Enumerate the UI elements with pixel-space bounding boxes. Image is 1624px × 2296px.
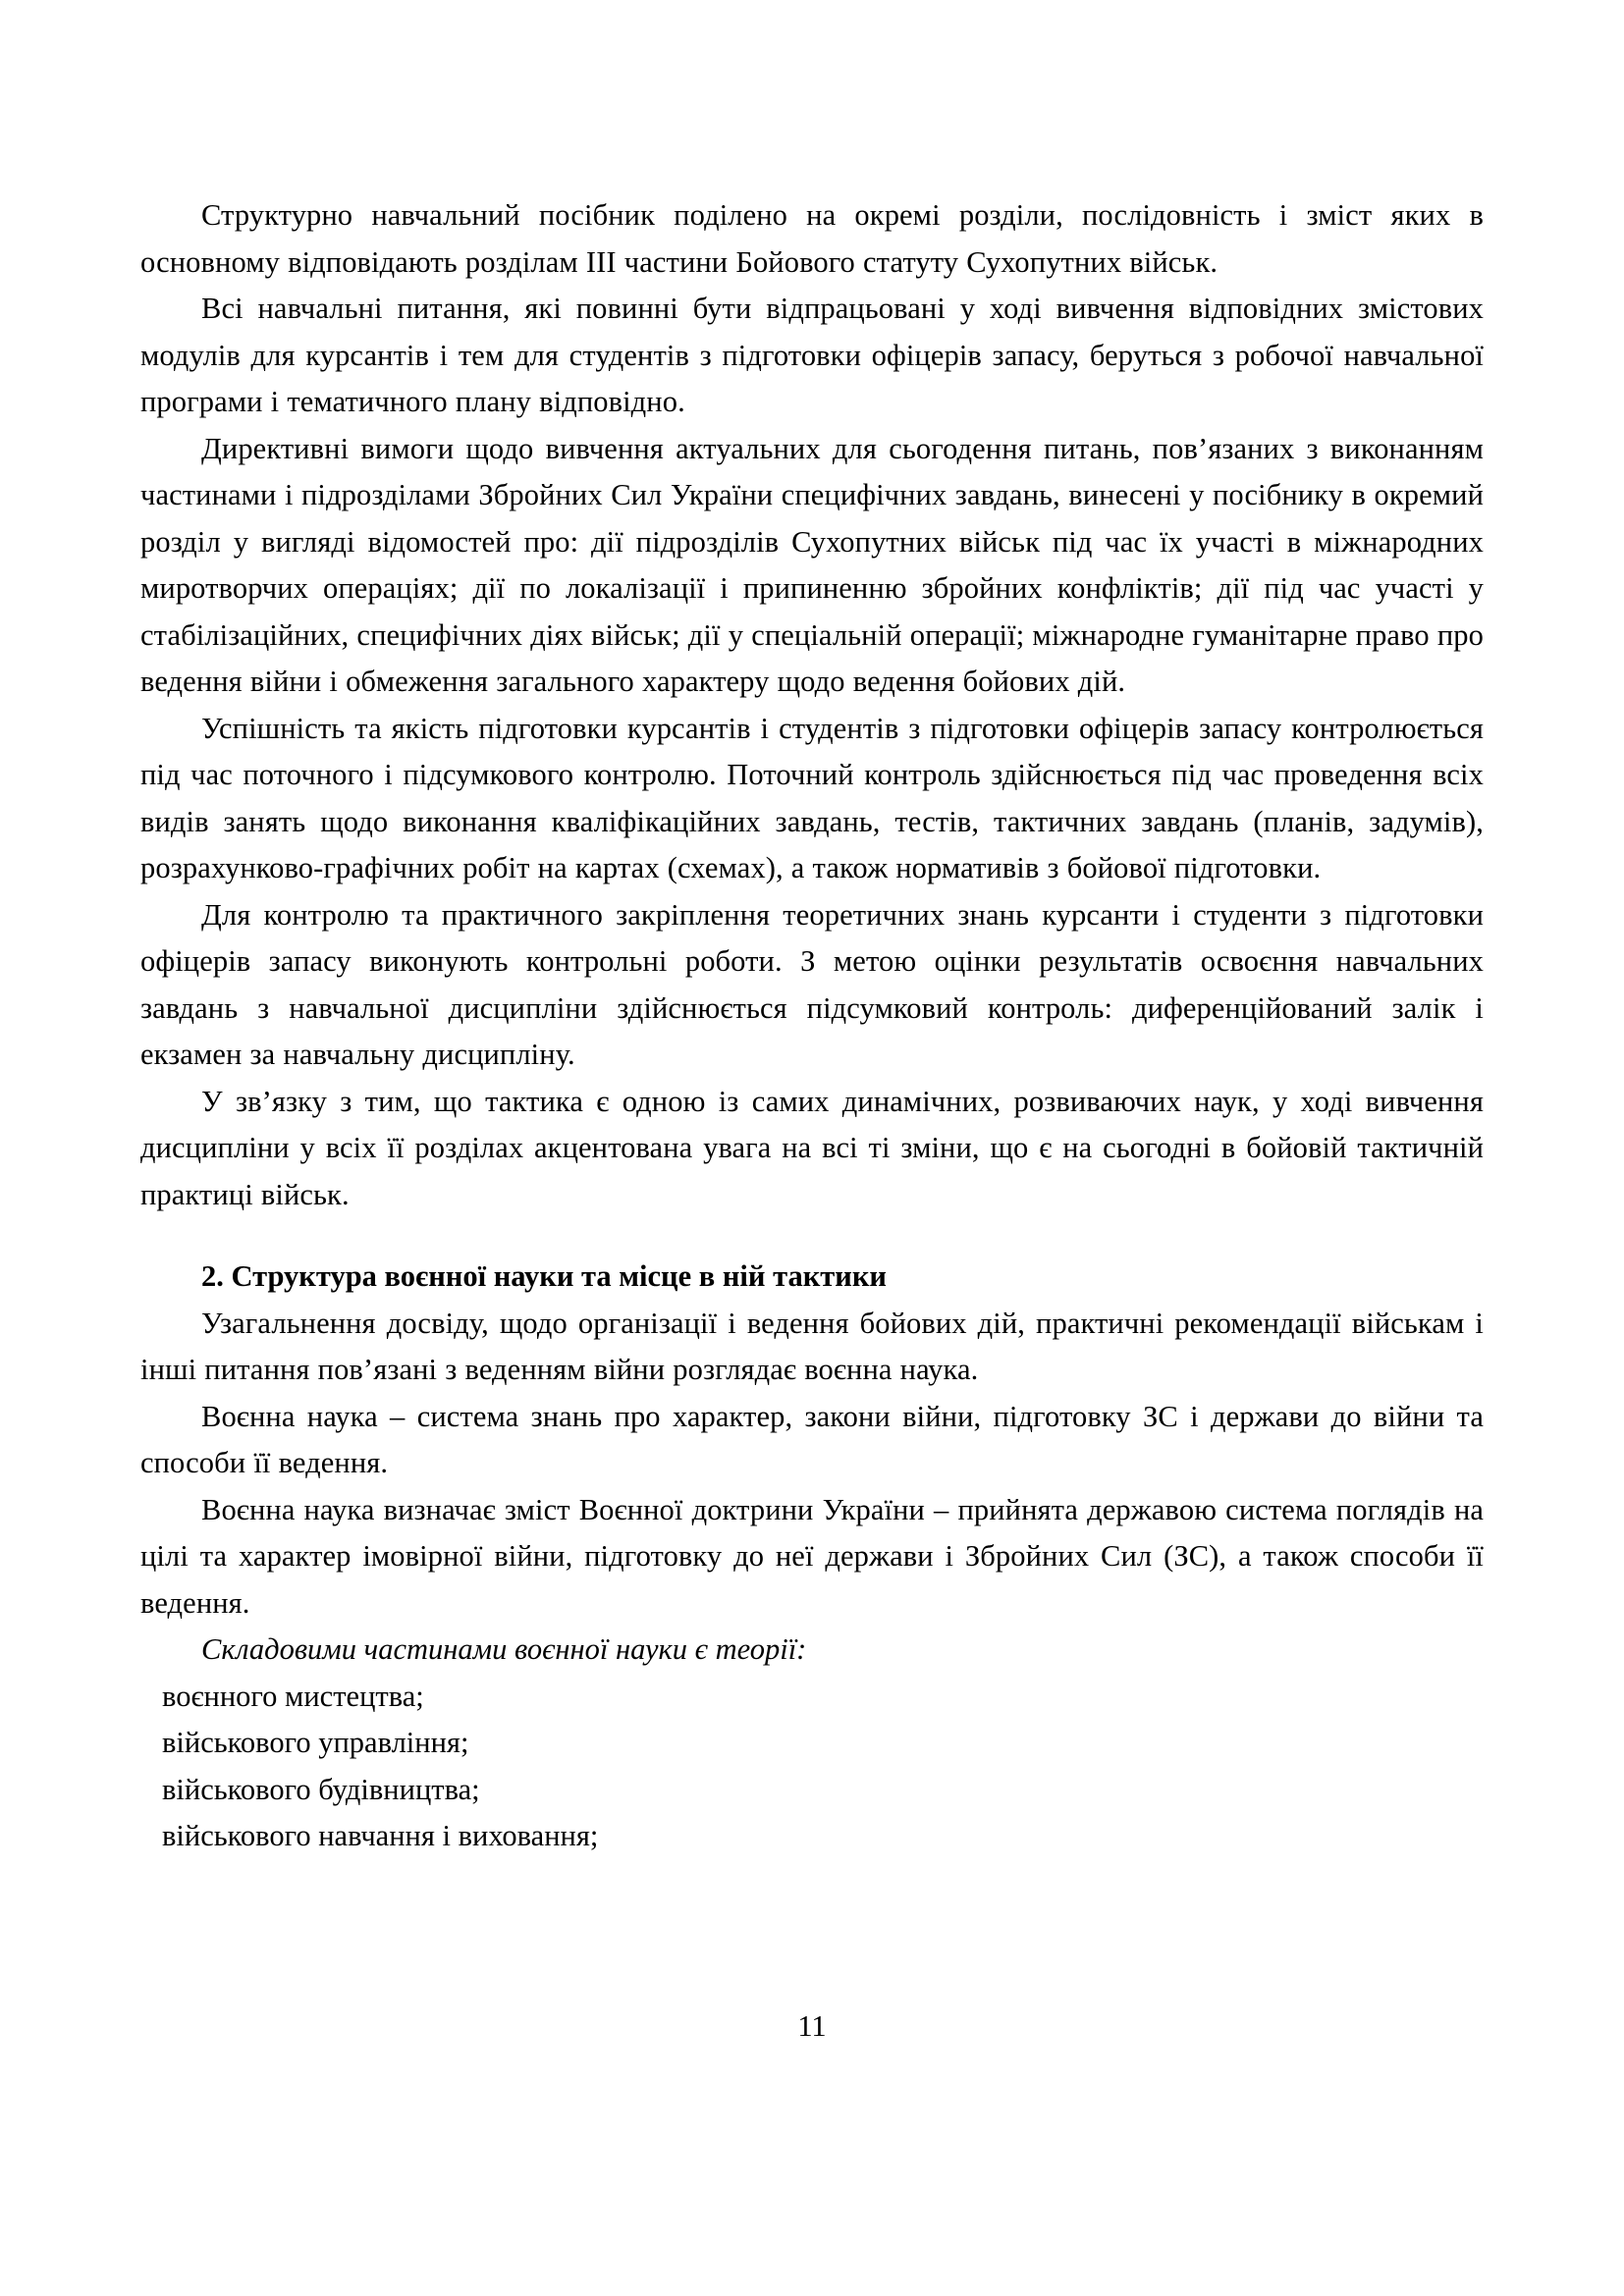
paragraph-5: Для контролю та практичного закріплення теоретичних знань курсанти і студенти з підготовки офіцерів запасу виконують контрольні роботи. З метою оцінки результатів освоєння навчальних завдань з навчальної дисципліни здійснюється підсумковий контроль: диференційований залік і екзамен за навчальну дисципліну. (140, 897, 1484, 1071)
paragraph-4: Успішність та якість підготовки курсантів і студентів з підготовки офіцерів запасу контролюється під час поточного і підсумкового контролю. Поточний контроль здійснюється під час проведення всіх видів занять щодо виконання кваліфікаційних завдань, тестів, тактичних завдань (планів, задумів), розрахунково-графічних робіт на картах (схемах), а також нормативів з бойової підготовки. (140, 711, 1484, 884)
page-content (140, 192, 1484, 1860)
list-item: військового навчання і виховання; (162, 1819, 599, 1852)
theory-list (140, 1674, 1484, 1860)
list-item: військового управління; (162, 1726, 469, 1759)
paragraph-1: Структурно навчальний посібник поділено на окремі розділи, послідовність і зміст яких в основному відповідають розділам III частини Бойового статуту Сухопутних військ. (140, 198, 1484, 279)
section-paragraph-1: Узагальнення досвіду, щодо організації і ведення бойових дій, практичні рекомендації військам і інші питання пов’язані з веденням війни розглядає воєнна наука. (140, 1306, 1484, 1386)
section-paragraph-3: Воєнна наука визначає зміст Воєнної доктрини України – прийнята державою система поглядів на цілі та характер імовірної війни, підготовку до неї держави і Збройних Сил (ЗС), а також способи її ведення. (140, 1492, 1484, 1620)
paragraph-6: У зв’язку з тим, що тактика є одною із самих динамічних, розвиваючих наук, у ході вивчення дисципліни у всіх її розділах акцентована увага на всі ті зміни, що є на сьогодні в бойовій тактичній практиці військ. (140, 1084, 1484, 1211)
section-spacer (140, 1218, 1484, 1254)
section-paragraph-2: Воєнна наука – система знань про характер, закони війни, підготовку ЗС і держави до війни та способи її ведення. (140, 1399, 1484, 1479)
list-item: воєнного мистецтва; (162, 1679, 424, 1713)
page-number: 11 (797, 2009, 827, 2043)
section-heading-2: 2. Структура воєнної науки та місце в ній тактики (201, 1259, 887, 1293)
list-lead-in: Складовими частинами воєнної науки є теорії: (201, 1632, 807, 1666)
list-item: військового будівництва; (162, 1772, 480, 1806)
paragraph-2: Всі навчальні питання, які повинні бути відпрацьовані у ході вивчення відповідних змістових модулів для курсантів і тем для студентів з підготовки офіцерів запасу, беруться з робочої навчальної програми і тематичного плану відповідно. (140, 292, 1484, 418)
paragraph-3: Директивні вимоги щодо вивчення актуальних для сьогодення питань, пов’язаних з виконанням частинами і підрозділами Збройних Сил України специфічних завдань, винесені у посібнику в окремий розділ у вигляді відомостей про: дії підрозділів Сухопутних військ під час їх участі в міжнародних миротворчих операціях; дії по локалізації і припиненню збройних конфліктів; дії під час участі у стабілізаційних, специфічних діях військ; дії у спеціальній операції; міжнародне гуманітарне право про ведення війни і обмеження загального характеру щодо ведення бойових дій. (140, 431, 1484, 698)
